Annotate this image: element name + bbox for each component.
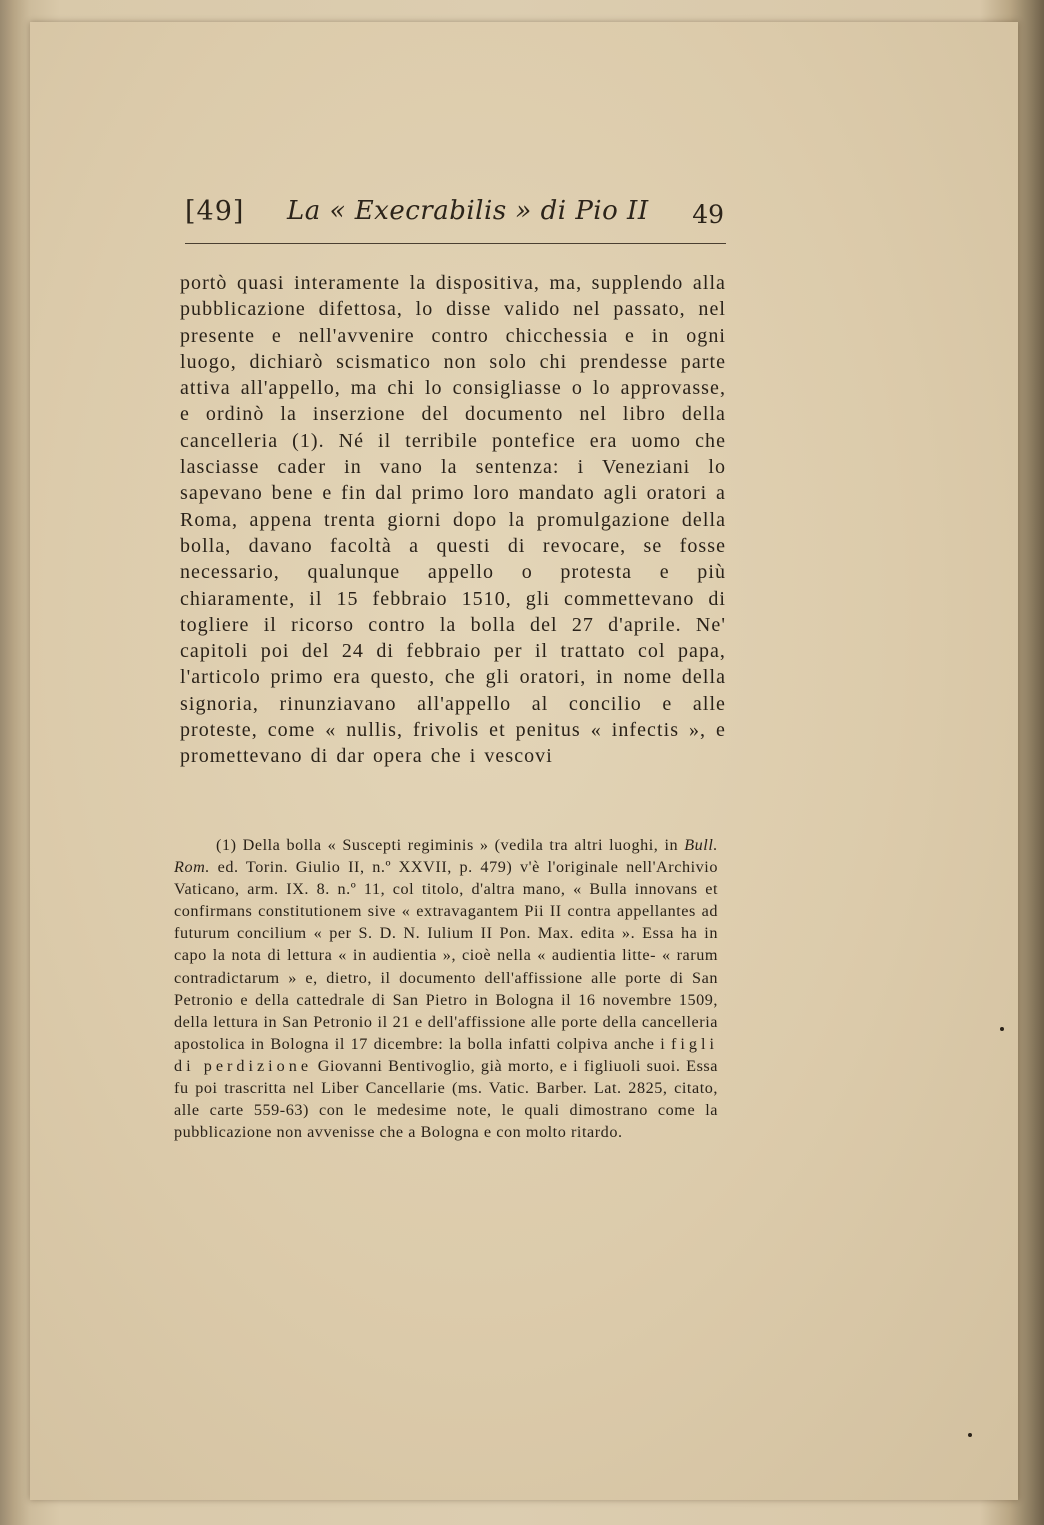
main-text: [180, 270, 726, 770]
header-rule: [185, 243, 726, 244]
footnote: [174, 834, 718, 1143]
footnote-spaced-phrase: figli di perdizione: [174, 1034, 718, 1075]
body-paragraph: portò quasi interamente la dispositiva, ma, supplendo alla pubblicazione difettosa, lo disse valido nel passato, nel presente e nell'avvenire contro chicchessia e in ogni luogo, dichiarò scismatico non solo chi prendesse parte attiva all'appello, ma chi lo consigliasse o lo approvasse, e ordinò la inserzione del documento nel libro della cancelleria (1). Né il terribile pontefice era uomo che lasciasse cader in vano la sentenza: i Veneziani lo sapevano bene e fin dal primo loro mandato agli oratori a Roma, appena trenta giorni dopo la promulgazione della bolla, davano facoltà a questi di revocare, se fosse necessario, qualunque appello o protesta e più chiaramente, il 15 febbraio 1510, gli commettevano di togliere il ricorso contro la bolla del 27 d'aprile. Ne' capitoli poi del 24 di febbraio per il trattato col papa, l'articolo primo era questo, che gli oratori, in nome della signoria, rinunziavano all'appello al concilio e alle proteste, come « nullis, frivolis et penitus « infectis », e promettevano di dar opera che i vescovi: [180, 272, 726, 768]
footnote-paragraph: [174, 834, 718, 1143]
page-number: 49: [692, 200, 724, 229]
running-title: La « Execrabilis » di Pio II: [287, 196, 649, 226]
footnote-text-2: ed. Torin. Giulio II, n.º XXVII, p. 479) v'è l'originale nell'Archivio Vaticano, arm. IX. 8. n.º 11, col titolo, d'altra mano, « Bulla innovans et confirmans constitutionem sive « extravagantem Pii II contra appellantes ad futurum concilium « per S. D. N. Iulium II Pon. Max. edita ». Essa ha in capo la nota di lettura « in audientia », cioè nella « audientia litte- « rarum contradictarum » e, dietro, il documento dell'affissione alle porte di San Petronio e della cattedrale di San Pietro in Bologna il 16 novembre 1509, della lettura in San Petronio il 21 e dell'affissione alle porte della cancelleria apostolica in Bologna il 17 dicembre: la bolla infatti colpiva anche i: [174, 858, 718, 1053]
ink-speck: [968, 1433, 972, 1437]
footnote-citation-italic: Bull. Rom.: [174, 836, 718, 877]
ink-speck: [1000, 1027, 1004, 1031]
page-marker: [49]: [185, 196, 245, 227]
footnote-text-3: Giovanni Bentivoglio, già morto, e i figliuoli suoi. Essa fu poi trascritta nel Liber Cancellarie (ms. Vatic. Barber. Lat. 2825, citato, alle carte 559-63) con le medesime note, le quali dimostrano come la pubblicazione non avvenisse che a Bologna e con molto ritardo.: [174, 1056, 719, 1142]
running-header: [185, 196, 726, 244]
footnote-text-1: (1) Della bolla « Suscepti regiminis » (vedila tra altri luoghi, in: [216, 836, 685, 854]
